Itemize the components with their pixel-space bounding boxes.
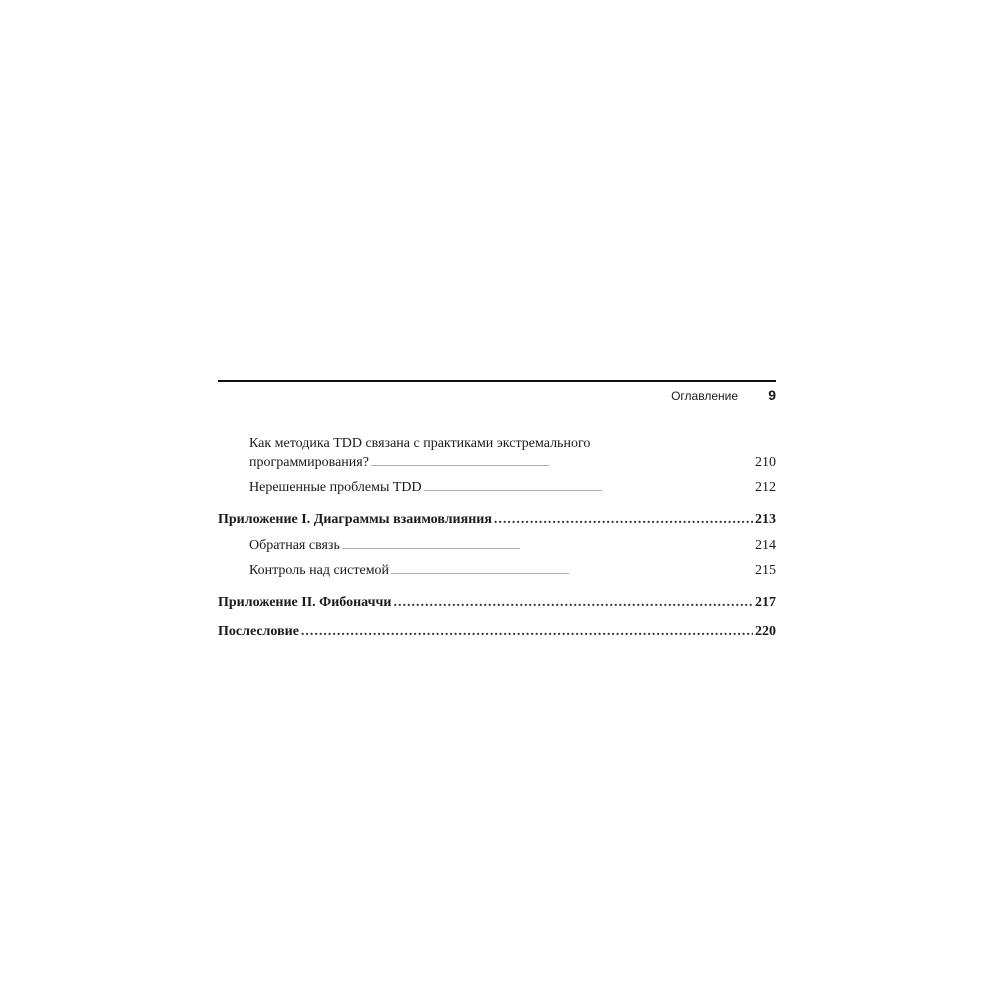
toc-entry-title: Нерешенные проблемы TDD	[249, 480, 422, 495]
toc-entry-system-control[interactable]	[218, 561, 776, 583]
dot-leader	[342, 536, 753, 558]
toc-entry-line	[249, 453, 776, 475]
toc-entry-title: Приложение II. Фибоначчи	[218, 595, 392, 610]
dot-leader	[424, 478, 753, 500]
table-of-contents	[218, 434, 776, 641]
header-rule	[218, 380, 776, 382]
toc-entry-line	[249, 478, 776, 500]
dot-leader	[494, 510, 753, 529]
running-head-page-number: 9	[768, 387, 776, 403]
toc-entry-line	[249, 536, 776, 558]
toc-entry-line	[249, 561, 776, 583]
toc-entry-title: Обратная связь	[249, 538, 340, 553]
toc-entry-title: Контроль над системой	[249, 563, 390, 578]
toc-entry-unsolved[interactable]	[218, 478, 776, 500]
toc-entry-page: 213	[755, 512, 776, 527]
toc-entry-page: 212	[755, 480, 776, 495]
toc-entry-title-line2: программирования?	[249, 455, 369, 470]
toc-entry-page: 210	[755, 455, 776, 470]
toc-entry-page: 215	[755, 563, 776, 578]
dot-leader	[371, 453, 753, 475]
book-page	[218, 380, 776, 648]
toc-entry-feedback[interactable]	[218, 536, 776, 558]
toc-entry-page: 217	[755, 595, 776, 610]
toc-entry-appendix-2[interactable]	[218, 593, 776, 612]
toc-entry-appendix-1[interactable]	[218, 510, 776, 529]
toc-entry-page: 214	[755, 538, 776, 553]
dot-leader	[391, 561, 753, 583]
dot-leader	[393, 593, 753, 612]
toc-entry-tdd-xp[interactable]	[218, 434, 776, 475]
toc-entry-page: 220	[755, 624, 776, 639]
running-head-section: Оглавление	[671, 389, 738, 403]
toc-entry-title: Приложение I. Диаграммы взаимовлияния	[218, 512, 492, 527]
running-head	[218, 387, 776, 415]
toc-entry-title-line1: Как методика TDD связана с практиками экстремального	[249, 436, 591, 451]
toc-entry-title: Послесловие	[218, 624, 299, 639]
toc-entry-afterword[interactable]	[218, 622, 776, 641]
dot-leader	[301, 622, 753, 641]
